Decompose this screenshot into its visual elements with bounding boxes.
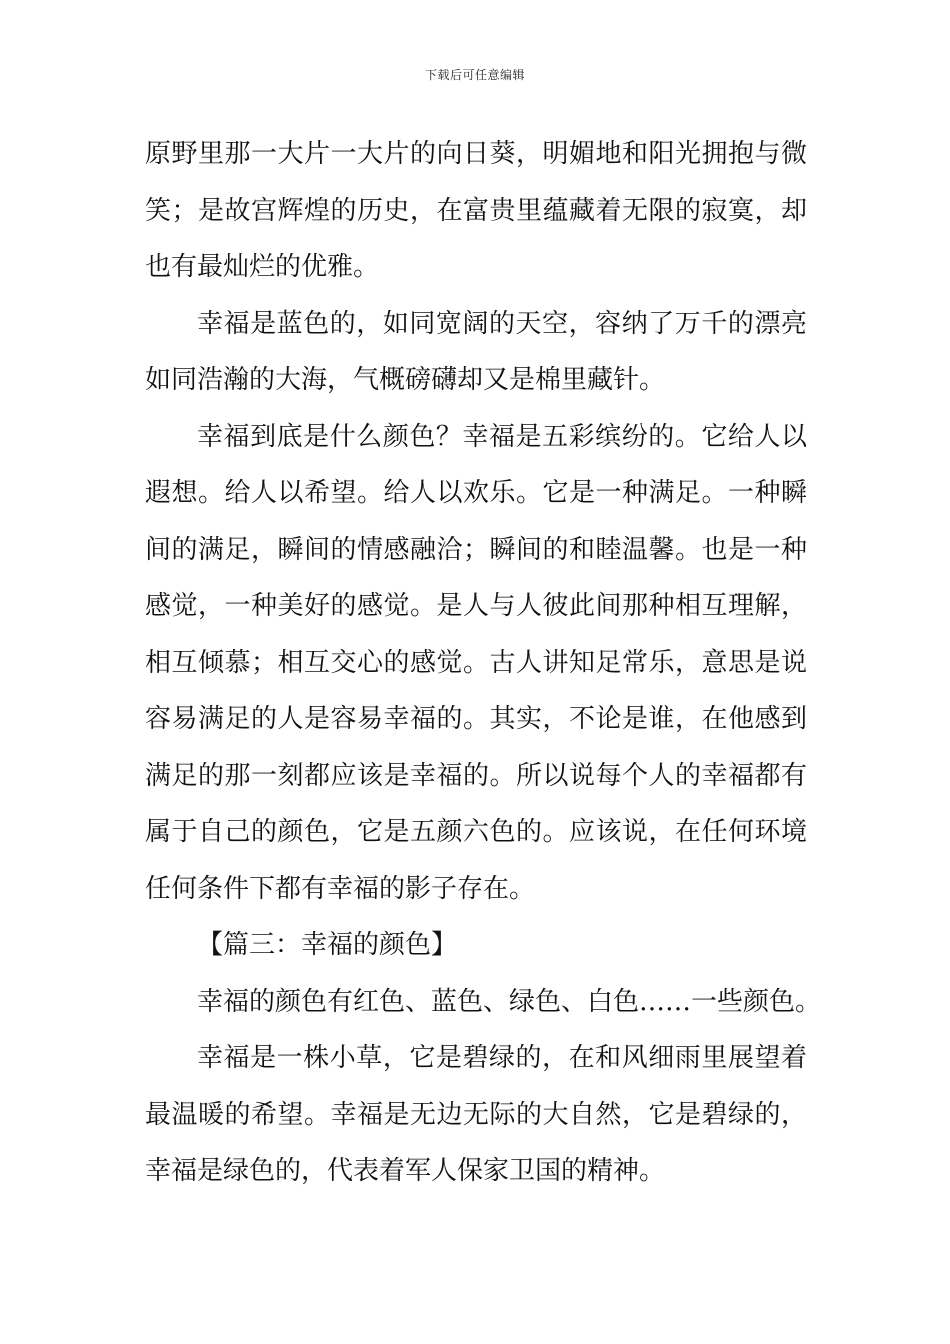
text-line: 幸福到底是什么颜色？幸福是五彩缤纷的。它给人以 (197, 421, 807, 452)
text-line: 感觉，一种美好的感觉。是人与人彼此间那种相互理解， (145, 591, 807, 621)
section-heading: 【篇三：幸福的颜色】 (197, 930, 458, 960)
text-line: 相互倾慕；相互交心的感觉。古人讲知足常乐，意思是说 (145, 647, 807, 678)
text-line: 也有最灿烂的优雅。 (145, 252, 380, 282)
text-line: 幸福是绿色的，代表着军人保家卫国的精神。 (145, 1156, 666, 1186)
text-line: 如同浩瀚的大海，气概磅礴却又是棉里藏针。 (145, 365, 666, 395)
text-line: 幸福的颜色有红色、蓝色、绿色、白色……一些颜色。 (197, 986, 822, 1017)
text-line: 最温暖的希望。幸福是无边无际的大自然，它是碧绿的， (145, 1099, 807, 1130)
text-line: 属于自己的颜色，它是五颜六色的。应该说，在任何环境 (145, 817, 807, 847)
text-line: 容易满足的人是容易幸福的。其实，不论是谁，在他感到 (145, 704, 807, 734)
header-note: 下载后可任意编辑 (424, 68, 525, 82)
text-line: 间的满足，瞬间的情感融洽；瞬间的和睦温馨。也是一种 (145, 534, 807, 565)
document-body (145, 126, 822, 1200)
text-line: 笑；是故宫辉煌的历史，在富贵里蕴藏着无限的寂寞，却 (145, 195, 807, 226)
text-line: 任何条件下都有幸福的影子存在。 (145, 873, 536, 904)
text-line: 遐想。给人以希望。给人以欢乐。它是一种满足。一种瞬 (145, 478, 807, 508)
text-line: 满足的那一刻都应该是幸福的。所以说每个人的幸福都有 (145, 760, 807, 791)
text-line: 幸福是蓝色的，如同宽阔的天空，容纳了万千的漂亮 (197, 308, 807, 339)
text-line: 原野里那一大片一大片的向日葵，明媚地和阳光拥抱与微 (145, 139, 807, 169)
text-line: 幸福是一株小草，它是碧绿的，在和风细雨里展望着 (197, 1043, 807, 1073)
